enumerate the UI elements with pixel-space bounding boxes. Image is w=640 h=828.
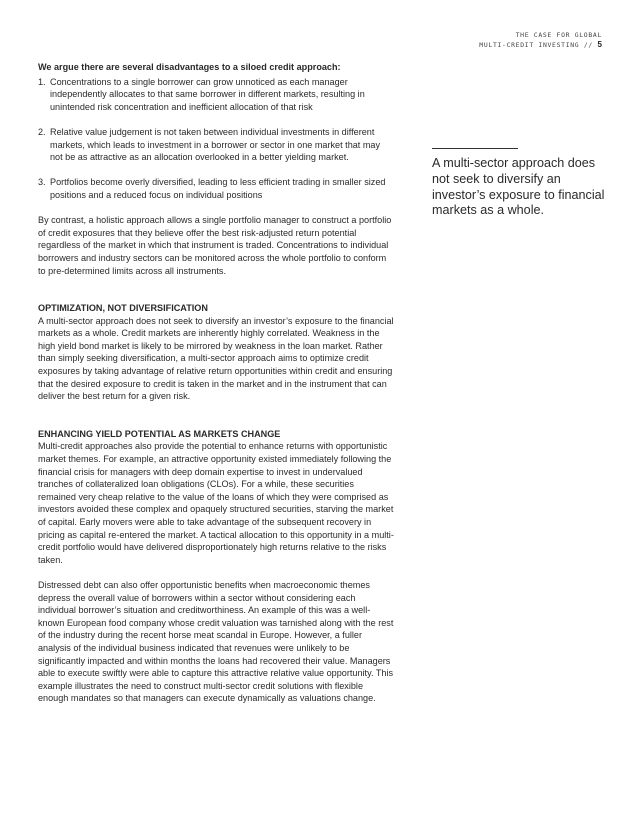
pull-quote-rule (432, 148, 518, 149)
list-item (38, 76, 394, 114)
list-number: 3. (38, 177, 46, 188)
header-title: MULTI-CREDIT INVESTING // (479, 41, 593, 49)
list-text: Concentrations to a single borrower can grow unnoticed as each manager independently allocates to that same borrower in different markets, resulting in unintended risk concentration and inefficient allocation of that risk (50, 76, 365, 112)
main-column (38, 61, 394, 705)
yield-paragraph-2: Distressed debt can also offer opportunistic benefits when macroeconomic themes depress the overall value of borrowers within a sector without considering each individual borrower’s situation and creditworthiness. An example of this was a well-known European food company whose credit valuation was tarnished along with the rest of the industry during the recent horse meat scandal in Europe. However, a fuller analysis of the individual business indicated that revenues were unlikely to be significantly impacted and within months the loans had recovered their value. Managers able to execute swiftly were able to capture this attractive relative value opportunity. This example illustrates the need to construct multi-sector credit solutions with flexible enough mandates so that managers can execute dynamically as valuations change. (38, 579, 394, 704)
yield-paragraph-1: Multi-credit approaches also provide the potential to enhance returns with opportunistic market themes. For example, an attractive opportunity existed immediately following the financial crisis for managers with deep domain expertise to invest in undervalued tranches of collateralized loan obligations (CLOs). For a while, these securities remained very cheap relative to the value of the loans of which they were comprised as investors avoided these complex and opaquely structured securities, starving the market of capital. Early movers were able to take advantage of the subsequent recovery in pricing as capital re-entered the market. A tactical allocation to this opportunity in a multi-credit portfolio would have delivered disproportionately high returns relative to the risks taken. (38, 441, 394, 565)
list-text: Relative value judgement is not taken between individual investments in different markets, which leads to investment in a borrower or sector in one market that may not be as attractive as an allocation overlooked in a better yielding market. (50, 126, 381, 163)
list-text: Portfolios become overly diversified, leading to less efficient trading in smaller sized positions and a reduced focus on individual positions (50, 177, 386, 200)
list-item (38, 126, 394, 164)
intro-heading: We argue there are several disadvantages to a siloed credit approach: (38, 62, 341, 72)
section-heading-optimization: OPTIMIZATION, NOT DIVERSIFICATION (38, 303, 208, 314)
section-heading-yield: ENHANCING YIELD POTENTIAL AS MARKETS CHANGE (38, 428, 281, 439)
header-line-1: THE CASE FOR GLOBAL (515, 31, 602, 39)
optimization-paragraph: A multi-sector approach does not seek to diversify an investor’s exposure to the financial markets as a whole. Credit markets are inherently highly correlated. Weakness in the high yield bond market is likely to be mirrored by weakness in the loan market. Rather than simply seeking diversification, a multi-sector approach aims to optimize credit exposures by taking advantage of relative return opportunities within credit and ensuring that the desired exposure to credit is taken in the market and in the instrument that can deliver the best return for a given risk. (38, 315, 394, 402)
list-number: 1. (38, 76, 46, 87)
header-line-2 (479, 40, 602, 50)
holistic-paragraph: By contrast, a holistic approach allows a single portfolio manager to construct a portfolio of credit exposures that they believe offer the best risk-adjusted return potential regardless of the market in which that instrument is traded. Concentrations to individual borrowers and industry sectors can be monitored across the whole portfolio to conform to pre-determined limits across all instruments. (38, 215, 392, 276)
pull-quote-sidebar (432, 148, 607, 219)
pull-quote: A multi-sector approach does not seek to diversify an investor’s exposure to financial markets as a whole. (432, 156, 605, 218)
list-number: 2. (38, 126, 46, 137)
page-number: 5 (597, 40, 602, 49)
disadvantages-list (38, 76, 394, 202)
list-item (38, 176, 394, 201)
running-header (479, 31, 602, 50)
